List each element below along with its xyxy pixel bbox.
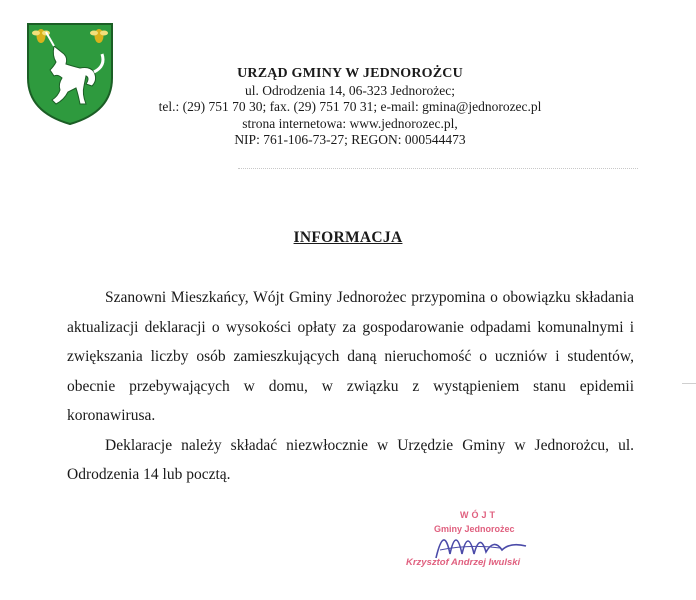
document-title: INFORMACJA xyxy=(293,229,403,246)
office-tax-ids: NIP: 761-106-73-27; REGON: 000544473 xyxy=(234,132,466,147)
stamp-title: WÓJT xyxy=(460,510,498,520)
signatory-name: Krzysztof Andrzej Iwulski xyxy=(406,557,521,568)
office-contact: tel.: (29) 751 70 30; fax. (29) 751 70 31; e-mail: gmina@jednorozec.pl xyxy=(158,99,542,114)
office-name: URZĄD GMINY W JEDNOROŻCU xyxy=(237,66,463,81)
body-paragraph: Szanowni Mieszkańcy, Wójt Gminy Jednorożec przypomina o obowiązku składania aktualizacji deklaracji o wysokości opłaty za gospodarowanie odpadami komunalnymi i zwiększania liczby osób zamieszkujących daną nieruchomość o uczniów i studentów, obecnie przebywających w domu, w związku z wystąpieniem stanu epidemii koronawirusa. xyxy=(67,289,634,424)
office-website: strona internetowa: www.jednorozec.pl, xyxy=(242,115,458,131)
stamp-organization: Gminy Jednorożec xyxy=(434,524,515,534)
coat-of-arms-logo xyxy=(24,20,116,128)
body-paragraph: Deklaracje należy składać niezwłocznie w Urzędzie Gminy w Jednorożcu, ul. Odrodzenia 14 lub pocztą. xyxy=(67,436,634,483)
scan-edge-mark xyxy=(682,383,696,384)
office-address: ul. Odrodzenia 14, 06-323 Jednorożec; xyxy=(245,82,455,98)
header-divider xyxy=(238,168,638,169)
letterhead xyxy=(140,66,560,149)
document-body xyxy=(67,283,634,490)
signature-stamp xyxy=(400,506,570,576)
